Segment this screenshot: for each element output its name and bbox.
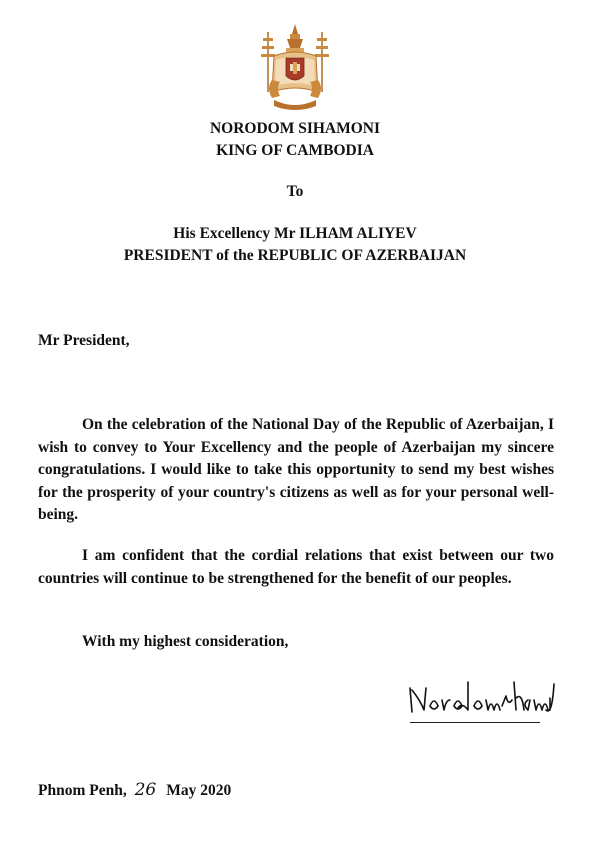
signature-line: [410, 722, 540, 723]
recipient-line-2: PRESIDENT of the REPUBLIC OF AZERBAIJAN: [123, 247, 467, 264]
to-label: To: [286, 183, 304, 200]
date-day: 26: [134, 780, 157, 800]
place-date: [38, 780, 231, 800]
body-paragraph-2: [38, 545, 554, 590]
sender-block: [0, 118, 590, 162]
sender-name: NORODOM SIHAMONI: [209, 120, 381, 137]
closing: With my highest consideration,: [82, 633, 289, 650]
salutation: Mr President,: [38, 332, 130, 349]
body-paragraph-1-text: On the celebration of the National Day of the Republic of Azerbaijan, I wish to convey to Your Excellency and the people of Azerbaijan my sincere congratulations. I would like to take this opportunity to send my best wishes for the prosperity of your country's citizens as well as for your personal well-being.: [38, 416, 554, 523]
recipient-block: [0, 223, 590, 267]
place: Phnom Penh,: [38, 782, 127, 799]
handwritten-signature-icon: [402, 676, 558, 720]
recipient-line-1: His Excellency Mr ILHAM ALIYEV: [173, 225, 417, 242]
royal-coat-of-arms-icon: [252, 22, 338, 114]
body-paragraph-2-text: I am confident that the cordial relations that exist between our two countries will continue to be strengthened for the benefit of our peoples.: [38, 547, 554, 587]
sender-title: KING OF CAMBODIA: [216, 142, 374, 159]
body-paragraph-1: [38, 414, 554, 527]
date-month-year: May 2020: [166, 782, 232, 799]
